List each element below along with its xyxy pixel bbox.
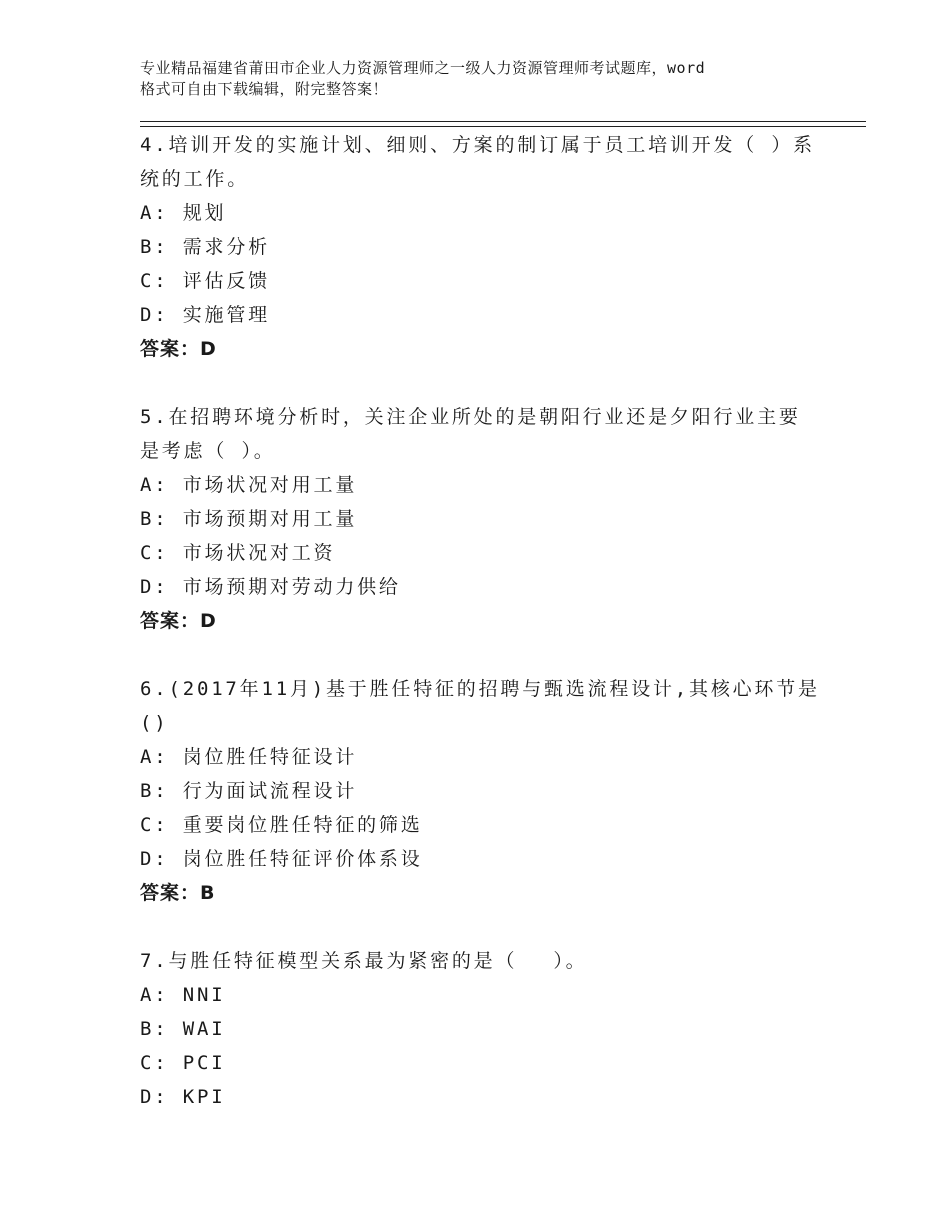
header-line-2: 格式可自由下载编辑，附完整答案！ [140, 80, 389, 98]
answer-label: 答案：D [140, 610, 217, 632]
option-c: C: PCI [140, 1052, 226, 1074]
question-list [140, 128, 820, 1114]
question-gap [140, 366, 820, 400]
question-stem: 5.在招聘环境分析时，关注企业所处的是朝阳行业还是夕阳行业主要 [140, 406, 801, 428]
option-c: C: 重要岗位胜任特征的筛选 [140, 814, 423, 836]
option-b: B: 行为面试流程设计 [140, 780, 358, 802]
question-5 [140, 400, 820, 638]
option-c: C: 市场状况对工资 [140, 542, 336, 564]
option-a: A: 规划 [140, 202, 227, 224]
question-6 [140, 672, 820, 910]
option-a: A: 岗位胜任特征设计 [140, 746, 358, 768]
question-stem-continued: 统的工作。 [140, 168, 250, 190]
question-stem-continued: () [140, 712, 169, 734]
question-7 [140, 944, 820, 1114]
option-a: A: 市场状况对用工量 [140, 474, 358, 496]
option-b: B: 市场预期对用工量 [140, 508, 358, 530]
question-stem: 4.培训开发的实施计划、细则、方案的制订属于员工培训开发（ ）系 [140, 134, 815, 156]
option-d: D: KPI [140, 1086, 226, 1108]
document-header [140, 58, 840, 100]
option-a: A: NNI [140, 984, 226, 1006]
option-d: D: 实施管理 [140, 304, 270, 326]
question-gap [140, 638, 820, 672]
header-double-rule [140, 121, 866, 127]
option-d: D: 岗位胜任特征评价体系设 [140, 848, 423, 870]
question-4 [140, 128, 820, 366]
question-stem: 6.(2017年11月)基于胜任特征的招聘与甄选流程设计,其核心环节是 [140, 678, 820, 700]
question-gap [140, 910, 820, 944]
question-stem: 7.与胜任特征模型关系最为紧密的是（ ）。 [140, 950, 588, 972]
option-b: B: WAI [140, 1018, 226, 1040]
answer-label: 答案：D [140, 338, 217, 360]
answer-label: 答案：B [140, 882, 216, 904]
option-d: D: 市场预期对劳动力供给 [140, 576, 401, 598]
option-b: B: 需求分析 [140, 236, 270, 258]
header-line-1: 专业精品福建省莆田市企业人力资源管理师之一级人力资源管理师考试题库，word [140, 59, 706, 77]
option-c: C: 评估反馈 [140, 270, 270, 292]
question-stem-continued: 是考虑（ ）。 [140, 440, 276, 462]
